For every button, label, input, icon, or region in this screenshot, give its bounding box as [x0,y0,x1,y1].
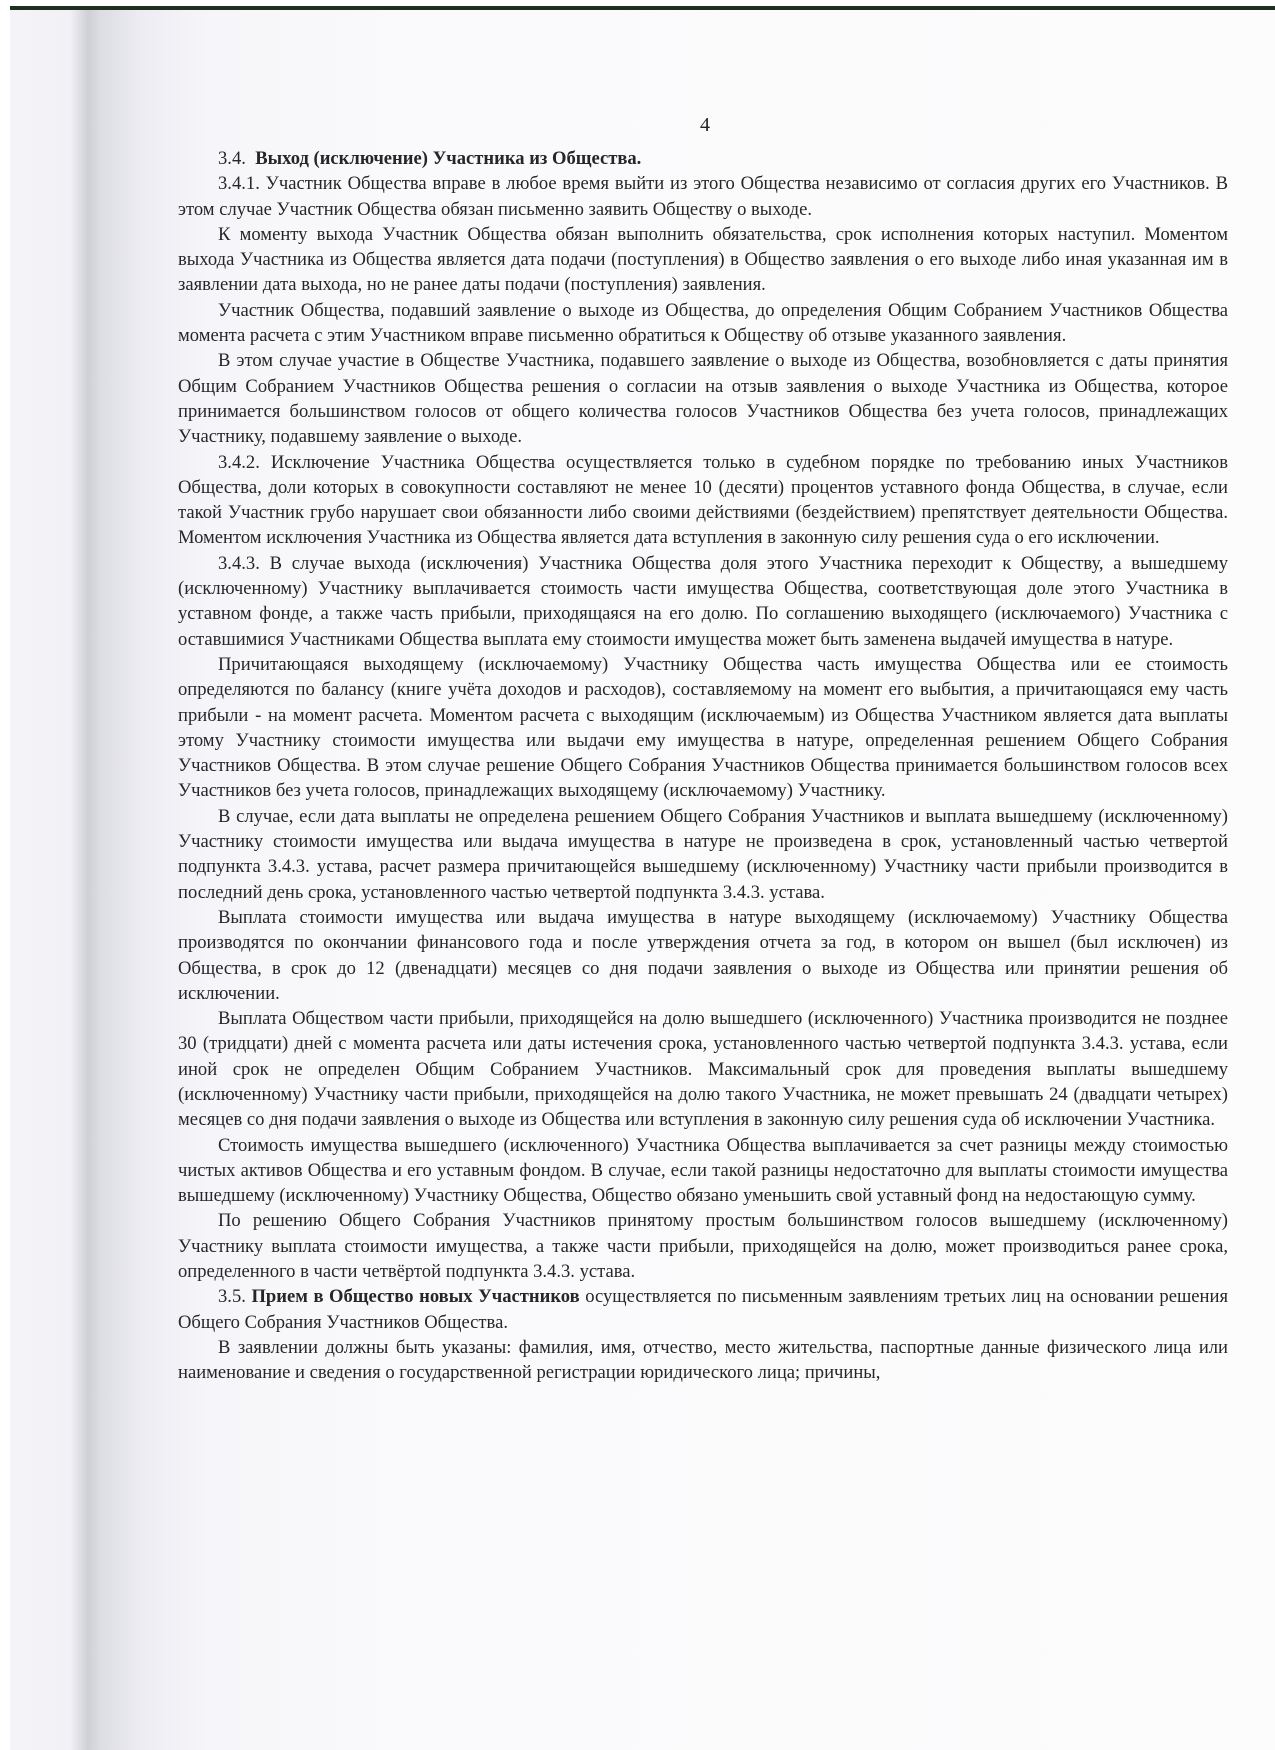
paragraph-profit-payment: Выплата Обществом части прибыли, приходящейся на долю вышедшего (исключенного) Участника производится не позднее 30 (тридцати) дней с момента расчета или даты истечения срока, установленного частью четвертой подпункта 3.4.3. устава, если иной срок не определен Общим Собранием Участников. Максимальный срок для проведения выплаты вышедшему (исключенному) Участнику части прибыли, приходящейся на долю такого Участника, не может превышать 24 (двадцати четырех) месяцев со дня подачи заявления о выходе из Общества или вступления в законную силу решения суда об исключении Участника. [178,1008,1228,1131]
document-body [178,146,1228,1386]
paragraph-3-4-3: 3.4.3. В случае выхода (исключения) Участника Общества доля этого Участника переходит к Обществу, а вышедшему (исключенному) Участнику выплачивается стоимость части имущества Общества, соответствующая доле этого Участника в уставном фонде, а также часть прибыли, приходящаяся на его долю. По соглашению выходящего (исключаемого) Участника с оставшимися Участниками Общества выплата ему стоимости имущества может быть заменена выдачей имущества в натуре. [178,552,1228,650]
paragraph-payment-timing: Выплата стоимости имущества или выдача имущества в натуре выходящему (исключаемому) Участнику Общества производятся по окончании финансового года и после утверждения отчета за год, в котором он вышел (был исключен) из Общества, в срок до 12 (двенадцати) месяцев со дня подачи заявления о выходе из Общества или принятии решения об исключении. [178,906,1228,1004]
paragraph-property-share: Причитающаяся выходящему (исключаемому) Участнику Общества часть имущества Общества или ее стоимость определяются по балансу (книге учёта доходов и расходов), составляемому на момент его выбытия, а причитающаяся ему часть прибыли - на момент расчета. Моментом расчета с выходящим (исключаемым) из Общества Участником является дата выплаты этому Участнику стоимости имущества или выдачи ему имущества в натуре, определенная решением Общего Собрания Участников Общества. В этом случае решение Общего Собрания Участников Общества принимается большинством голосов всех Участников без учета голосов, принадлежащих выходящему (исключаемому) Участнику. [178,653,1228,802]
section-title: Выход (исключение) Участника из Общества. [255,148,642,169]
paragraph-3-4-2: 3.4.2. Исключение Участника Общества осуществляется только в судебном порядке по требованию иных Участников Общества, доли которых в совокупности составляют не менее 10 (десяти) процентов уставного фонда Общества, в случае, если такой Участник грубо нарушает свои обязанности либо своими действиями (бездействием) препятствует деятельности Общества. Моментом исключения Участника из Общества является дата вступления в законную силу решения суда о его исключении. [178,451,1228,549]
paragraph-exit-obligations: К моменту выхода Участник Общества обязан выполнить обязательства, срок исполнения которых наступил. Моментом выхода Участника из Общества является дата подачи (поступления) в Общество заявления о его выходе либо иная указанная им в заявлении дата выхода, но не ранее даты подачи (поступления) заявления. [178,223,1228,296]
paragraph-payment-date-undefined: В случае, если дата выплаты не определена решением Общего Собрания Участников и выплата вышедшему (исключенному) Участнику стоимости имущества или выдача имущества в натуре не произведена в срок, установленный частью четвертой подпункта 3.4.3. устава, расчет размера причитающейся вышедшему (исключенному) Участнику части прибыли производится в последний день срока, установленного частью четвертой подпункта 3.4.3. устава. [178,805,1228,903]
section-3-5-text: осуществляется по письменным заявлениям третьих лиц на основании решения Общего Собрания Участников Общества. [178,1286,1229,1333]
section-number-3-5: 3.5. [218,1286,246,1308]
paragraph-3-5 [178,1284,1228,1335]
section-heading-3-4 [178,146,1228,171]
section-title-3-5: Прием в Общество новых Участников [251,1286,580,1308]
section-number: 3.4. [218,148,246,169]
paragraph-participation-resumed: В этом случае участие в Обществе Участника, подавшего заявление о выходе из Общества, возобновляется с даты принятия Общим Собранием Участников Общества решения о согласии на отзыв заявления о выходе Участника из Общества, которое принимается большинством голосов от общего количества голосов Участников Общества без учета голосов, принадлежащих Участнику, подавшему заявление о выходе. [178,350,1228,448]
paragraph-early-payment: По решению Общего Собрания Участников принятому простым большинством голосов вышедшему (исключенному) Участнику выплата стоимости имущества, а также части прибыли, приходящейся на долю, может производиться ранее срока, определенного в части четвёртой подпункта 3.4.3. устава. [178,1210,1228,1283]
paragraph-3-4-1: 3.4.1. Участник Общества вправе в любое время выйти из этого Общества независимо от согласия других его Участников. В этом случае Участник Общества обязан письменно заявить Обществу о выходе. [178,173,1228,220]
paragraph-property-value-source: Стоимость имущества вышедшего (исключенного) Участника Общества выплачивается за счет разницы между стоимостью чистых активов Общества и его уставным фондом. В случае, если такой разницы недостаточно для выплаты стоимости имущества вышедшему (исключенному) Участнику Общества, Общество обязано уменьшить свой уставный фонд на недостающую сумму. [178,1134,1228,1207]
paragraph-withdrawal-of-application: Участник Общества, подавший заявление о выходе из Общества, до определения Общим Собранием Участников Общества момента расчета с этим Участником вправе письменно обратиться к Обществу об отзыве указанного заявления. [178,299,1228,347]
paragraph-application-contents: В заявлении должны быть указаны: фамилия, имя, отчество, место жительства, паспортные данные физического лица или наименование и сведения о государственной регистрации юридического лица; причины, [178,1336,1228,1384]
page-number: 4 [700,114,710,136]
